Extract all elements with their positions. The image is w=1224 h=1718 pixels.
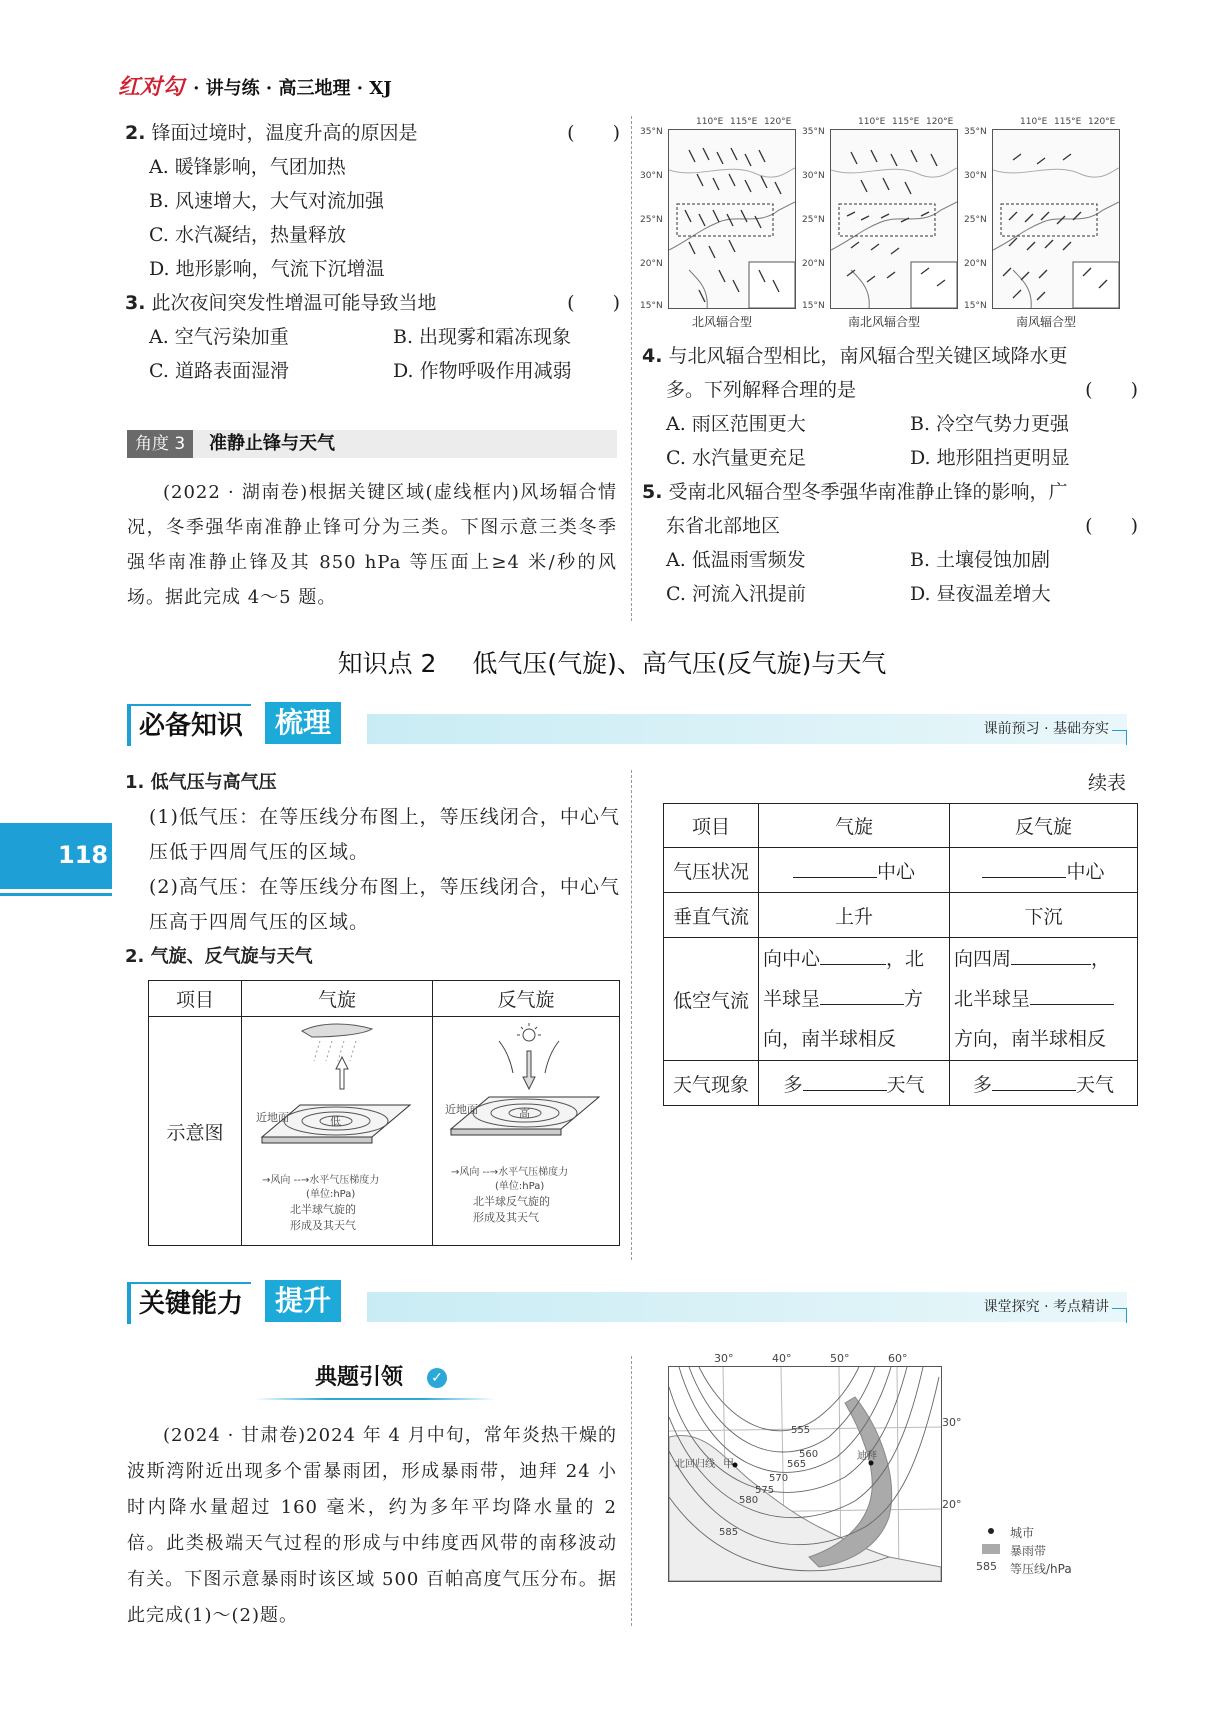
banner2-right: 课堂探究 · 考点精讲 <box>983 1299 1109 1315</box>
map1-lon-3: 120°E <box>764 117 792 127</box>
t2-pressure-cyclone-suffix: 中心 <box>876 860 915 883</box>
map3-lat-1: 35°N <box>964 127 987 137</box>
blank <box>803 1072 887 1091</box>
map1-lon-2: 115°E <box>730 117 758 127</box>
column-divider-top <box>631 116 632 621</box>
legend-city: 城市 <box>1010 1526 1035 1540</box>
map2-lon-2: 115°E <box>892 117 920 127</box>
page-header <box>118 70 392 100</box>
q4-option-a: A. 雨区范围更大 <box>666 413 806 435</box>
m2-isobar-585: 585 <box>719 1527 739 1538</box>
cyclone-comparison-table <box>663 803 1138 1106</box>
cyclone-legend: →风向 --→水平气压梯度力 <box>262 1175 380 1186</box>
persian-gulf-map <box>662 1352 1132 1592</box>
m2-isobar-570: 570 <box>769 1473 789 1484</box>
t2-pressure-anticyclone <box>950 848 1138 893</box>
q3-paren: ( ) <box>567 292 620 314</box>
banner2-corner <box>1112 1308 1127 1323</box>
kp-h1: 1. 低气压与高气压 <box>125 772 277 793</box>
question-5 <box>642 475 1138 509</box>
blank <box>982 859 1066 878</box>
q3-option-a: A. 空气污染加重 <box>149 326 289 348</box>
t2-lf-c1-post: ，北 <box>886 948 925 970</box>
angle-intro: (2022 · 湖南卷)根据关键区域(虚线框内)风场辐合情况，冬季强华南准静止锋可分为三类。下图示意三类冬季强华南准静止锋及其 850 hPa 等压面上≥4 米/秒的风场。据此完成 4～5 题。 <box>127 482 617 608</box>
t2-lf-c3: 向，南半球相反 <box>763 1028 897 1050</box>
banner2-dark: 关键能力 <box>127 1282 251 1324</box>
q4-option-c: C. 水汽量更充足 <box>666 447 806 469</box>
map1-lat-1: 35°N <box>640 127 663 137</box>
cyclone-diagram <box>242 1017 430 1167</box>
t2-header-item: 项目 <box>664 804 759 848</box>
map2-lon-1: 110°E <box>858 117 886 127</box>
map3-lat-4: 20°N <box>964 259 987 269</box>
t2-weather-c-post: 天气 <box>886 1073 925 1096</box>
q4-number: 4. <box>642 345 663 367</box>
q3-option-b: B. 出现雾和霜冻现象 <box>393 326 572 348</box>
m2-isobar-560: 560 <box>799 1449 819 1460</box>
page-number: 118 <box>58 841 109 869</box>
anticyclone-caption-2: 形成及其天气 <box>473 1211 539 1224</box>
kp-p1: (1)低气压：在等压线分布图上，等压线闭合，中心气压低于四周气压的区域。 <box>149 806 620 863</box>
legend-isobar-sample: 585 <box>976 1560 997 1573</box>
example-heading-rule <box>255 1398 495 1400</box>
map2-lat-1: 35°N <box>802 127 825 137</box>
t2-lf-c2-pre: 半球呈 <box>763 988 821 1010</box>
maps-group <box>640 115 1130 330</box>
t1-row-label: 示意图 <box>149 1017 242 1246</box>
blank <box>820 986 904 1005</box>
t2-weather-c-pre: 多 <box>783 1073 803 1096</box>
q3-number: 3. <box>125 292 146 314</box>
legend-city-icon <box>988 1528 994 1534</box>
map3-lat-5: 15°N <box>964 301 987 311</box>
q5-stem-line2: 东省北部地区 <box>666 515 781 537</box>
column-divider-middle <box>631 770 632 1260</box>
q5-option-c: C. 河流入汛提前 <box>666 583 806 605</box>
t2-weather-a-pre: 多 <box>972 1073 992 1096</box>
map-north-convergence <box>640 115 800 330</box>
m2-isobar-565: 565 <box>787 1459 807 1470</box>
q3-option-c: C. 道路表面湿滑 <box>149 360 289 382</box>
t2-lf-a1-post: ， <box>1091 948 1111 970</box>
q3-option-d: D. 作物呼吸作用减弱 <box>393 360 572 382</box>
q3-stem: 此次夜间突发性增温可能导致当地 <box>151 292 437 314</box>
page-number-tab <box>0 823 112 889</box>
q2-option-d: D. 地形影响，气流下沉增温 <box>149 258 385 280</box>
q4-option-d: D. 地形阻挡更明显 <box>910 447 1070 469</box>
map1-lon-1: 110°E <box>696 117 724 127</box>
q2-option-b: B. 风速增大，大气对流加强 <box>149 190 385 212</box>
page-number-underline <box>0 893 112 896</box>
q4-stem-line2: 多。下列解释合理的是 <box>666 379 857 401</box>
anticyclone-center-label: 高 <box>519 1107 530 1120</box>
angle-title: 准静止锋与天气 <box>209 433 335 454</box>
t2-weather-cyclone <box>759 1061 950 1106</box>
anticyclone-unit: (单位:hPa) <box>495 1181 545 1192</box>
t2-lf-a3: 方向，南半球相反 <box>954 1028 1107 1050</box>
cyclone-caption-1: 北半球气旋的 <box>290 1203 357 1216</box>
cyclone-diagram-cell <box>242 1017 433 1246</box>
blank <box>1011 946 1091 965</box>
m2-isobar-555: 555 <box>791 1425 811 1436</box>
map2-frame <box>830 129 958 309</box>
angle-bar <box>127 430 617 458</box>
map1-lat-2: 30°N <box>640 171 663 181</box>
q5-stem-row2 <box>642 509 1138 543</box>
anticyclone-caption-1: 北半球反气旋的 <box>473 1195 550 1208</box>
map2-lat-2: 30°N <box>802 171 825 181</box>
banner1-light: 梳理 <box>265 702 341 744</box>
cyclone-caption-2: 形成及其天气 <box>290 1219 357 1232</box>
map3-lon-1: 110°E <box>1020 117 1048 127</box>
t2-vertical-anticyclone: 下沉 <box>950 893 1138 938</box>
kp-content <box>125 766 620 974</box>
map3-lat-3: 25°N <box>964 215 987 225</box>
q2-option-c: C. 水汽凝结，热量释放 <box>149 224 346 246</box>
m2-frame <box>668 1366 942 1582</box>
t2-weather-a-post: 天气 <box>1076 1073 1115 1096</box>
t1-header-cyclone: 气旋 <box>242 981 433 1017</box>
header-subtitle: · 讲与练 · 高三地理 · XJ <box>193 78 392 99</box>
map2-lat-4: 20°N <box>802 259 825 269</box>
q5-option-a: A. 低温雨雪频发 <box>666 549 806 571</box>
top-right-column <box>642 339 1138 611</box>
t2-lowflow-label: 低空气流 <box>664 938 759 1061</box>
map3-frame <box>992 129 1120 309</box>
q2-stem: 锋面过境时，温度升高的原因是 <box>151 122 418 144</box>
t1-header-item: 项目 <box>149 981 242 1017</box>
q2-option-a: A. 暖锋影响，气团加热 <box>149 156 346 178</box>
q2-paren: ( ) <box>567 122 620 144</box>
t2-weather-anticyclone <box>950 1061 1138 1106</box>
column-divider-bottom <box>631 1356 632 1626</box>
map1-lat-5: 15°N <box>640 301 663 311</box>
map2-lon-3: 120°E <box>926 117 954 127</box>
map3-lon-3: 120°E <box>1088 117 1116 127</box>
m2-isobar-580: 580 <box>739 1495 759 1506</box>
legend-rainband: 暴雨带 <box>1010 1544 1047 1558</box>
m2-lon-1: 30° <box>714 1352 734 1365</box>
m2-lon-3: 50° <box>830 1352 850 1365</box>
kp-h2: 2. 气旋、反气旋与天气 <box>125 946 313 967</box>
map1-wind-field <box>669 130 795 308</box>
q4-stem-row2 <box>642 373 1138 407</box>
map3-lon-2: 115°E <box>1054 117 1082 127</box>
q4-stem-line1: 与北风辐合型相比，南风辐合型关键区域降水更 <box>668 345 1068 367</box>
map1-caption: 北风辐合型 <box>692 315 753 329</box>
m2-isobars <box>669 1367 941 1581</box>
t2-lf-c2-post: 方 <box>904 988 924 1010</box>
map-south-convergence <box>964 115 1126 330</box>
map2-wind-field <box>831 130 957 308</box>
q5-paren: ( ) <box>1085 515 1138 537</box>
question-2 <box>125 116 620 150</box>
cyclone-unit: (单位:hPa) <box>306 1189 356 1200</box>
m2-city-dubai: 迪拜 <box>857 1451 877 1462</box>
cyclone-surface-label: 近地面 <box>256 1111 290 1124</box>
question-4 <box>642 339 1138 373</box>
q4-paren: ( ) <box>1085 379 1138 401</box>
kp-title: 低气压(气旋)、高气压(反气旋)与天气 <box>472 649 887 678</box>
map-north-south-convergence <box>802 115 962 330</box>
t2-pressure-anticyclone-suffix: 中心 <box>1066 860 1105 883</box>
t2-header-anticyclone: 反气旋 <box>950 804 1138 848</box>
top-left-column <box>125 116 620 388</box>
m2-legend <box>976 1524 1130 1584</box>
anticyclone-surface-label: 近地面 <box>445 1103 478 1116</box>
t2-vertical-cyclone: 上升 <box>759 893 950 938</box>
anticyclone-diagram <box>433 1017 619 1167</box>
legend-rainband-icon <box>982 1544 1000 1554</box>
map3-lat-2: 30°N <box>964 171 987 181</box>
t2-lf-a2-pre: 北半球呈 <box>954 988 1031 1010</box>
m2-city-a: 甲 <box>723 1457 734 1470</box>
q5-number: 5. <box>642 481 663 503</box>
map2-caption: 南北风辐合型 <box>848 315 921 329</box>
anticyclone-legend: →风向 --→水平气压梯度力 <box>451 1167 569 1178</box>
t2-weather-label: 天气现象 <box>664 1061 759 1106</box>
t2-lf-a1-pre: 向四周 <box>954 948 1012 970</box>
map3-wind-field <box>993 130 1119 308</box>
banner-key-abilities <box>127 1278 1127 1330</box>
blank <box>793 859 877 878</box>
table2-title: 续表 <box>1088 772 1127 794</box>
map3-caption: 南风辐合型 <box>1016 315 1077 329</box>
kp-label: 知识点 2 <box>337 649 437 678</box>
q5-option-b: B. 土壤侵蚀加剧 <box>910 549 1051 571</box>
q2-number: 2. <box>125 122 146 144</box>
brand-logo: 红对勾 <box>118 74 185 100</box>
cyclone-diagram-table <box>148 980 620 1246</box>
m2-lat-1: 30° <box>942 1416 962 1429</box>
cyclone-center-label: 低 <box>330 1115 342 1128</box>
anticyclone-diagram-cell <box>433 1017 620 1246</box>
example-heading-block <box>255 1358 495 1404</box>
banner-essential-knowledge <box>127 700 1127 752</box>
map1-lat-4: 20°N <box>640 259 663 269</box>
kp-p2: (2)高气压：在等压线分布图上，等压线闭合，中心气压高于四周气压的区域。 <box>149 876 620 933</box>
banner1-dark: 必备知识 <box>127 704 251 746</box>
knowledge-point-heading <box>0 644 1224 680</box>
blank <box>1030 986 1114 1005</box>
example-heading: 典题引领 <box>315 1365 404 1390</box>
m2-lon-2: 40° <box>772 1352 792 1365</box>
map1-lat-3: 25°N <box>640 215 663 225</box>
map2-lat-5: 15°N <box>802 301 825 311</box>
q5-stem-line1: 受南北风辐合型冬季强华南准静止锋的影响，广 <box>668 481 1068 503</box>
t2-pressure-cyclone <box>759 848 950 893</box>
map2-lat-3: 25°N <box>802 215 825 225</box>
q4-option-b: B. 冷空气势力更强 <box>910 413 1070 435</box>
t2-lf-c1-pre: 向中心 <box>763 948 821 970</box>
example-text: (2024 · 甘肃卷)2024 年 4 月中旬，常年炎热干燥的波斯湾附近出现多个雷暴雨团，形成暴雨带，迪拜 24 小时内降水量超过 160 毫米，约为多年平均降水量的 2 倍。此类极端天气过程的形成与中纬度西风带的南移波动有关。下图示意暴雨时该区域 500 百帕高度气压分布。据此完成(1)～(2)题。 <box>127 1425 617 1626</box>
map1-frame <box>668 129 796 309</box>
t2-vertical-label: 垂直气流 <box>664 893 759 938</box>
t2-lowflow-cyclone <box>759 938 950 1061</box>
q5-option-d: D. 昼夜温差增大 <box>910 583 1051 605</box>
m2-lon-4: 60° <box>888 1352 908 1365</box>
t2-pressure-label: 气压状况 <box>664 848 759 893</box>
banner2-light: 提升 <box>265 1280 341 1322</box>
banner1-right: 课前预习 · 基础夯实 <box>983 721 1109 737</box>
blank <box>820 946 886 965</box>
check-icon: ✓ <box>427 1368 447 1388</box>
m2-isobar-575: 575 <box>755 1485 775 1496</box>
angle-tag: 角度 3 <box>127 430 193 458</box>
m2-lat-2: 20° <box>942 1498 962 1511</box>
blank <box>992 1072 1076 1091</box>
banner1-corner <box>1112 730 1127 745</box>
m2-tropic-label: 北回归线 <box>675 1459 715 1470</box>
legend-isobar: 等压线/hPa <box>1010 1562 1072 1576</box>
question-3 <box>125 286 620 320</box>
t2-lowflow-anticyclone <box>950 938 1138 1061</box>
t1-header-anticyclone: 反气旋 <box>433 981 620 1017</box>
t2-header-cyclone: 气旋 <box>759 804 950 848</box>
